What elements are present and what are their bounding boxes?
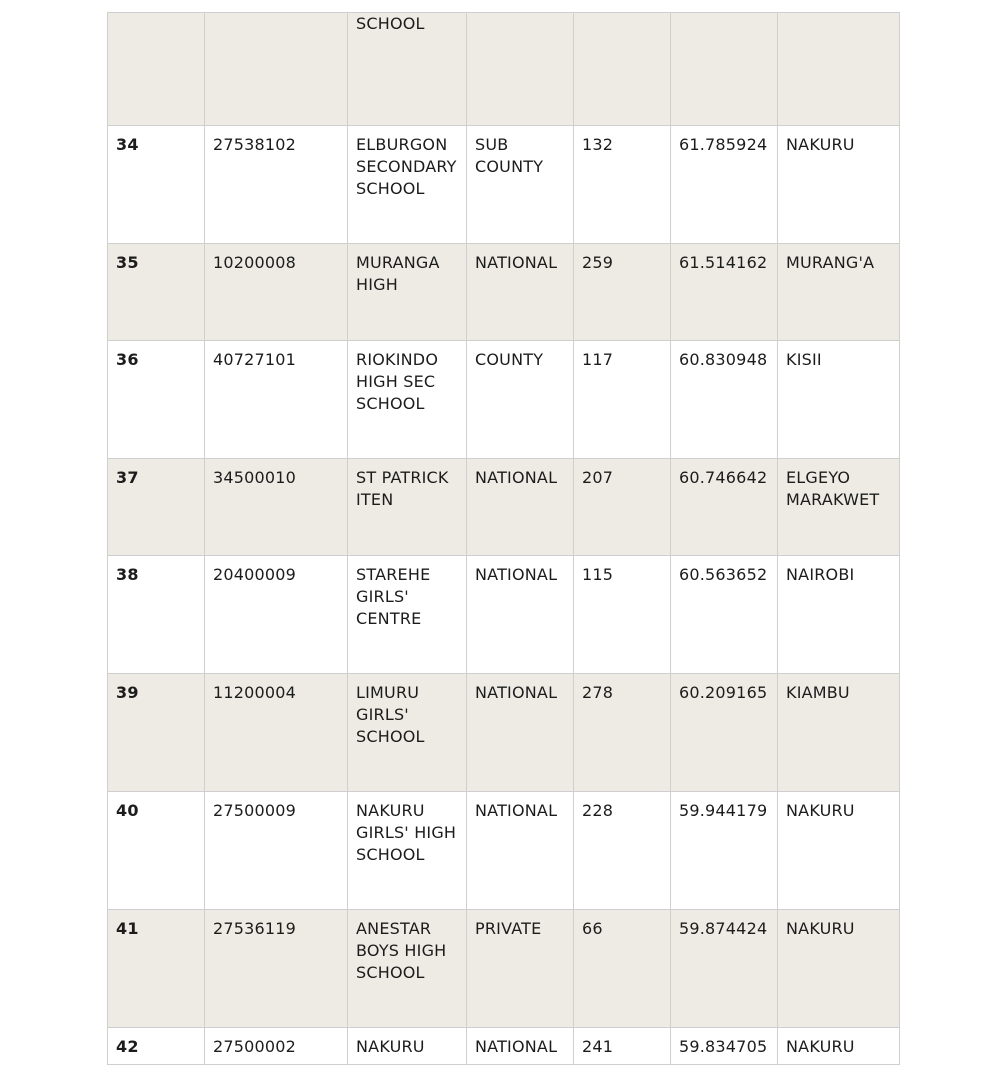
- entries-cell: 132: [574, 126, 671, 244]
- table-row: [108, 910, 900, 1028]
- county-cell: NAKURU: [778, 1028, 900, 1065]
- school-code-cell: 27536119: [205, 910, 348, 1028]
- school-code-cell: 40727101: [205, 341, 348, 459]
- school-code-cell: 34500010: [205, 459, 348, 556]
- county-cell: NAIROBI: [778, 556, 900, 674]
- school-ranking-table: [107, 12, 900, 1065]
- school-name-cell: RIOKINDO HIGH SEC SCHOOL: [348, 341, 467, 459]
- school-name-cell: SCHOOL: [348, 13, 467, 126]
- entries-cell: [574, 13, 671, 126]
- school-name-cell: ANESTAR BOYS HIGH SCHOOL: [348, 910, 467, 1028]
- position-cell: 39: [108, 674, 205, 792]
- position-cell: 37: [108, 459, 205, 556]
- county-cell: [778, 13, 900, 126]
- table-row: [108, 556, 900, 674]
- category-cell: [467, 13, 574, 126]
- school-code-cell: 11200004: [205, 674, 348, 792]
- entries-cell: 228: [574, 792, 671, 910]
- table-row: [108, 126, 900, 244]
- mean-score-cell: 61.785924: [671, 126, 778, 244]
- results-document: [107, 12, 899, 1066]
- county-cell: NAKURU: [778, 910, 900, 1028]
- mean-score-cell: 59.834705: [671, 1028, 778, 1065]
- position-cell: 40: [108, 792, 205, 910]
- mean-score-cell: 60.563652: [671, 556, 778, 674]
- table-row: [108, 674, 900, 792]
- county-cell: KIAMBU: [778, 674, 900, 792]
- school-name-cell: STAREHE GIRLS' CENTRE: [348, 556, 467, 674]
- county-cell: KISII: [778, 341, 900, 459]
- school-name-cell: NAKURU GIRLS' HIGH SCHOOL: [348, 792, 467, 910]
- category-cell: NATIONAL: [467, 556, 574, 674]
- position-cell: 34: [108, 126, 205, 244]
- school-name-cell: ST PATRICK ITEN: [348, 459, 467, 556]
- position-cell: [108, 13, 205, 126]
- table-row: [108, 459, 900, 556]
- entries-cell: 66: [574, 910, 671, 1028]
- mean-score-cell: 59.874424: [671, 910, 778, 1028]
- mean-score-cell: 60.830948: [671, 341, 778, 459]
- school-code-cell: 27500002: [205, 1028, 348, 1065]
- table-row: [108, 1028, 900, 1065]
- mean-score-cell: 61.514162: [671, 244, 778, 341]
- school-name-cell: MURANGA HIGH: [348, 244, 467, 341]
- school-code-cell: 27500009: [205, 792, 348, 910]
- entries-cell: 241: [574, 1028, 671, 1065]
- table-row: [108, 244, 900, 341]
- school-name-cell: ELBURGON SECONDARY SCHOOL: [348, 126, 467, 244]
- category-cell: SUB COUNTY: [467, 126, 574, 244]
- entries-cell: 259: [574, 244, 671, 341]
- position-cell: 41: [108, 910, 205, 1028]
- position-cell: 36: [108, 341, 205, 459]
- mean-score-cell: 60.209165: [671, 674, 778, 792]
- entries-cell: 115: [574, 556, 671, 674]
- table-row: [108, 341, 900, 459]
- mean-score-cell: 60.746642: [671, 459, 778, 556]
- category-cell: NATIONAL: [467, 244, 574, 341]
- table-row: [108, 792, 900, 910]
- entries-cell: 207: [574, 459, 671, 556]
- mean-score-cell: 59.944179: [671, 792, 778, 910]
- category-cell: NATIONAL: [467, 459, 574, 556]
- school-name-cell: LIMURU GIRLS' SCHOOL: [348, 674, 467, 792]
- table-body: [108, 13, 900, 1065]
- category-cell: NATIONAL: [467, 792, 574, 910]
- category-cell: PRIVATE: [467, 910, 574, 1028]
- county-cell: NAKURU: [778, 792, 900, 910]
- entries-cell: 278: [574, 674, 671, 792]
- category-cell: NATIONAL: [467, 674, 574, 792]
- mean-score-cell: [671, 13, 778, 126]
- school-code-cell: 27538102: [205, 126, 348, 244]
- school-code-cell: 10200008: [205, 244, 348, 341]
- position-cell: 42: [108, 1028, 205, 1065]
- position-cell: 38: [108, 556, 205, 674]
- category-cell: COUNTY: [467, 341, 574, 459]
- county-cell: MURANG'A: [778, 244, 900, 341]
- county-cell: ELGEYO MARAKWET: [778, 459, 900, 556]
- school-code-cell: [205, 13, 348, 126]
- position-cell: 35: [108, 244, 205, 341]
- table-row: [108, 13, 900, 126]
- entries-cell: 117: [574, 341, 671, 459]
- county-cell: NAKURU: [778, 126, 900, 244]
- category-cell: NATIONAL: [467, 1028, 574, 1065]
- school-code-cell: 20400009: [205, 556, 348, 674]
- school-name-cell: NAKURU: [348, 1028, 467, 1065]
